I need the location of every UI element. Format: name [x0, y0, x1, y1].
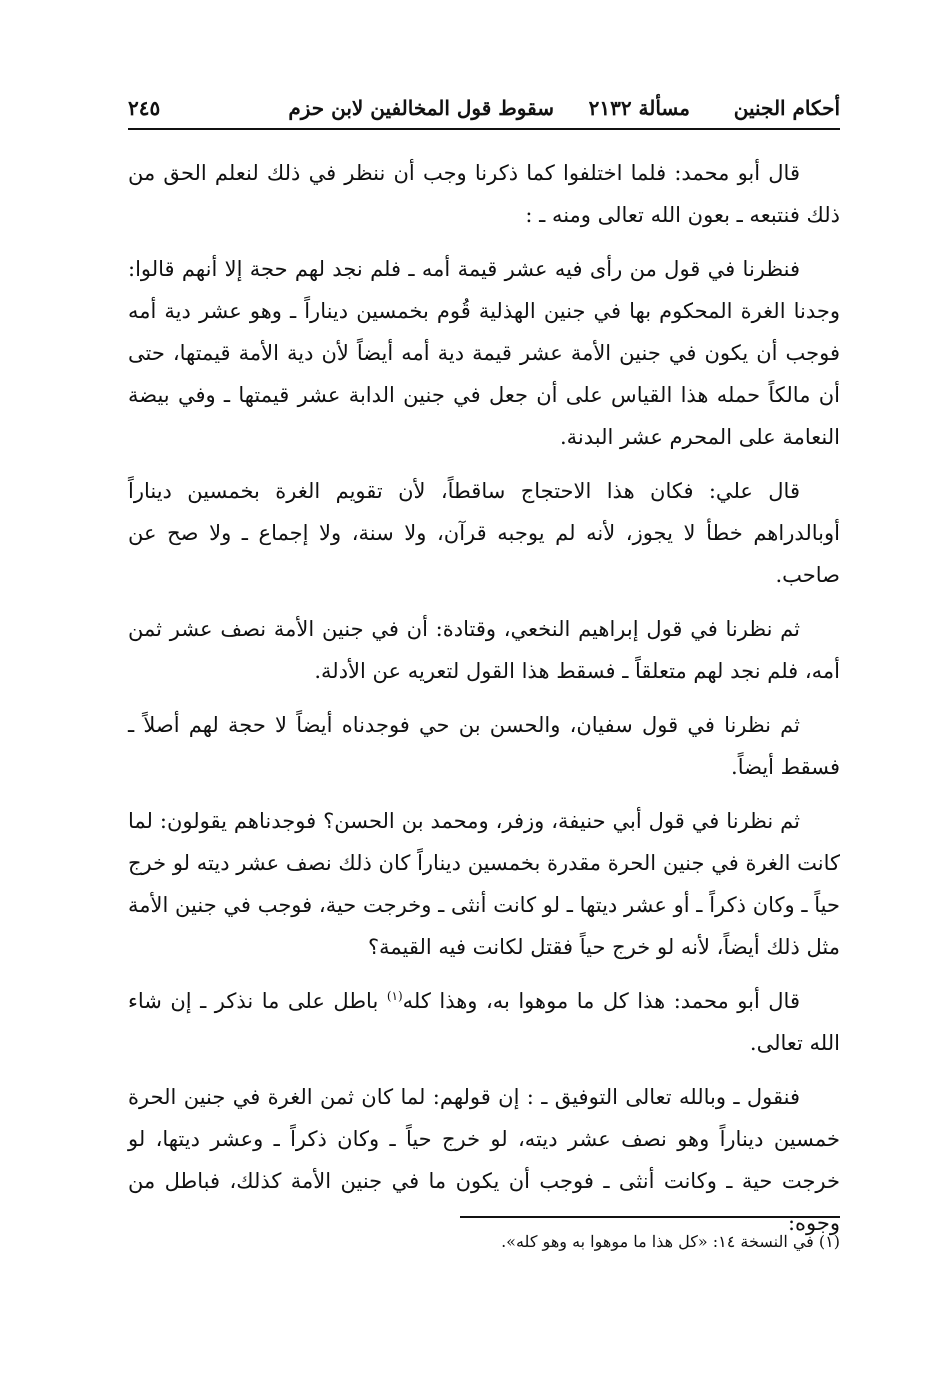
- paragraph-8: فنقول ـ وبالله تعالى التوفيق ـ : إن قولهم: لما كان ثمن الغرة في جنين الحرة خمسين ديناراً وهو نصف عشر ديته، لو خرج حياً ـ وكان ذكراً ـ وعشر ديتها، لو خرجت حية ـ وكانت أنثى ـ فوجب أن يكون ما في جنين الأمة كذلك، فباطل من وجوه:: [128, 1085, 840, 1235]
- paragraph-6: ثم نظرنا في قول أبي حنيفة، وزفر، ومحمد بن الحسن؟ فوجدناهم يقولون: لما كانت الغرة في جنين الحرة مقدرة بخمسين ديناراً كان ذلك نصف عشر ديته لو خرج حياً ـ وكان ذكراً ـ أو عشر ديتها ـ لو كانت أنثى ـ وخرجت حية، فوجب في جنين الأمة مثل ذلك أيضاً، لأنه لو خرج حياً فقتل لكانت فيه القيمة؟: [128, 809, 840, 959]
- paragraph-5: ثم نظرنا في قول سفيان، والحسن بن حي فوجدناه أيضاً لا حجة لهم أصلاً ـ فسقط أيضاً.: [128, 713, 840, 779]
- footnote-divider: [460, 1216, 840, 1218]
- main-text: [128, 152, 840, 1256]
- paragraph-3: قال علي: فكان هذا الاحتجاج ساقطاً، لأن تقويم الغرة بخمسين ديناراً أوبالدراهم خطأ لا يجوز، لأنه لم يوجبه قرآن، ولا سنة، ولا إجماع ـ ولا صح عن صاحب.: [128, 479, 840, 587]
- paragraph-7-start: قال أبو محمد: هذا كل ما موهوا به، وهذا كله: [402, 989, 800, 1013]
- page-number: ٢٤٥: [128, 96, 161, 120]
- paragraph-1: قال أبو محمد: فلما اختلفوا كما ذكرنا وجب أن ننظر في ذلك لنعلم الحق من ذلك فنتبعه ـ بعون الله تعالى ومنه ـ :: [128, 161, 840, 227]
- paragraph-2: فنظرنا في قول من رأى فيه عشر قيمة أمه ـ فلم نجد لهم حجة إلا أنهم قالوا: وجدنا الغرة المحكوم بها في جنين الهذلية قُوم بخمسين ديناراً ـ وهو عشر دية أمه فوجب أن يكون في جنين الأمة عشر قيمة دية أمه أيضاً لأن دية الأمة قيمتها، حتى أن مالكاً حمله هذا القياس على أن جعل في جنين الدابة عشر قيمتها ـ وفي بيضة النعامة على المحرم عشر البدنة.: [128, 257, 840, 449]
- paragraph-7-end: باطل على ما نذكر ـ إن شاء الله تعالى.: [128, 989, 840, 1055]
- header-subject: سقوط قول المخالفين لابن حزم: [288, 96, 554, 120]
- running-header: [128, 92, 840, 130]
- paragraph-7: [128, 980, 840, 1064]
- header-issue-number: مسألة ٢١٣٢: [588, 96, 690, 120]
- paragraph-4: ثم نظرنا في قول إبراهيم النخعي، وقتادة: أن في جنين الأمة نصف عشر ثمن أمه، فلم نجد لهم متعلقاً ـ فسقط هذا القول لتعريه عن الأدلة.: [128, 617, 840, 683]
- header-book-title: أحكام الجنين: [733, 96, 840, 120]
- footnote-reference[interactable]: (١): [386, 989, 403, 1003]
- footnote: (١) في النسخة ١٤: «كل هذا ما موهوا به وهو كله».: [501, 1232, 840, 1251]
